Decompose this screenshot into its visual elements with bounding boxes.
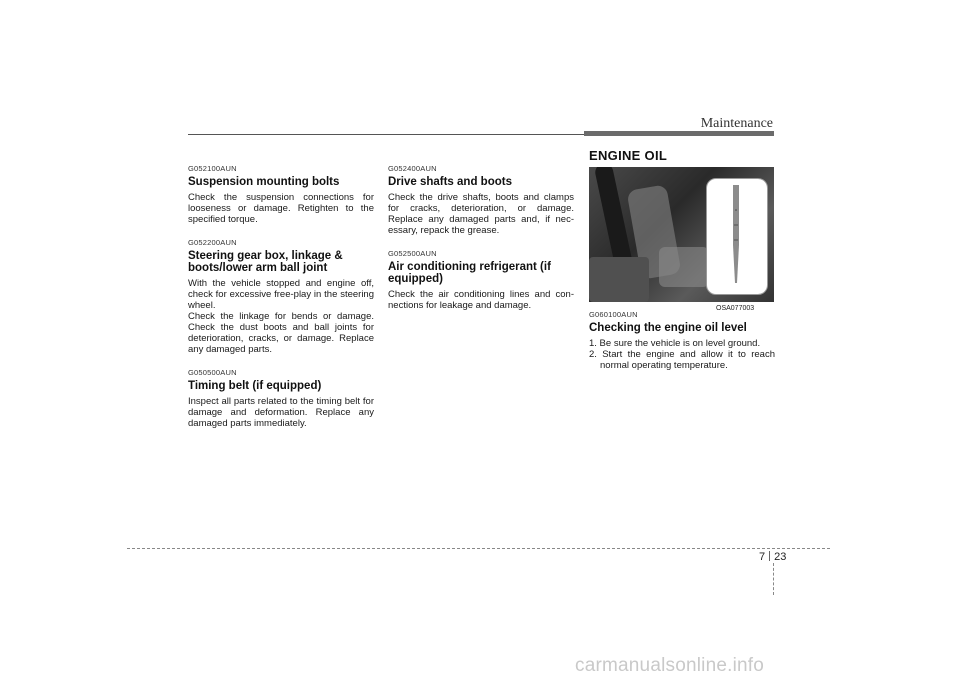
- section-heading: Suspension mounting bolts: [188, 176, 340, 188]
- engine-oil-title: ENGINE OIL: [589, 148, 668, 163]
- section-code: G052500AUN: [388, 249, 437, 258]
- footer-vertical-rule: [773, 563, 774, 595]
- section-paragraph: Check the linkage for bends or damage. Check the dust boots and ball joints for deterioration, cracks, or damage. Replace any damaged parts.: [188, 311, 374, 355]
- right-column: [589, 310, 775, 371]
- section-heading: Checking the engine oil level: [589, 322, 747, 334]
- section-suspension: [188, 164, 374, 225]
- photo-engine-part: [659, 247, 709, 287]
- section-paragraph: Check the suspension connections for looseness or damage. Retighten to the specified torque.: [188, 192, 374, 225]
- section-code: G052100AUN: [188, 164, 237, 173]
- section-paragraph: Check the air conditioning lines and con-nections for leakage and damage.: [388, 289, 574, 311]
- section-heading: Air conditioning refrigerant (if equipped): [388, 261, 551, 285]
- left-column: [188, 164, 374, 442]
- middle-column: [388, 164, 574, 324]
- engine-bay-photo: [589, 167, 774, 302]
- section-heading: Drive shafts and boots: [388, 176, 512, 188]
- dipstick-inset: [706, 178, 768, 295]
- page-number-divider: [769, 551, 770, 561]
- section-paragraph: With the vehicle stopped and engine off, check for excessive free-play in the steering wheel.: [188, 278, 374, 311]
- watermark-link[interactable]: carmanualsonline.info: [575, 655, 765, 676]
- steps-list: [589, 338, 775, 371]
- page-number: [759, 551, 786, 563]
- section-drive-shafts: [388, 164, 574, 236]
- page-header-title: Maintenance: [700, 116, 773, 131]
- section-code: G050500AUN: [188, 368, 237, 377]
- section-paragraph: Inspect all parts related to the timing belt for damage and deformation. Replace any damaged parts immediately.: [188, 396, 374, 429]
- image-caption: OSA077003: [716, 305, 755, 312]
- photo-engine-part: [589, 257, 649, 302]
- section-paragraph: Check the drive shafts, boots and clamps for cracks, deterioration, or damage. Replace any damaged parts and, if nec-essary, repack the grease.: [388, 192, 574, 236]
- section-air-conditioning: [388, 249, 574, 311]
- section-heading: Timing belt (if equipped): [188, 380, 322, 392]
- list-item: 1. Be sure the vehicle is on level ground.: [589, 338, 761, 349]
- dipstick-icon: [730, 185, 742, 285]
- footer-rule: [127, 548, 830, 549]
- list-item: 2. Start the engine and allow it to reach normal operating temperature.: [589, 349, 775, 371]
- header-rule: [188, 134, 584, 135]
- header-bar: [584, 131, 774, 136]
- section-heading: Steering gear box, linkage & boots/lower arm ball joint: [188, 250, 343, 274]
- section-code: G052200AUN: [188, 238, 237, 247]
- section-code: G052400AUN: [388, 164, 437, 173]
- chapter-number: 7: [759, 551, 766, 563]
- section-timing-belt: [188, 368, 374, 429]
- page-number-value: 23: [774, 551, 787, 563]
- section-code: G060100AUN: [589, 310, 638, 319]
- section-steering: [188, 238, 374, 355]
